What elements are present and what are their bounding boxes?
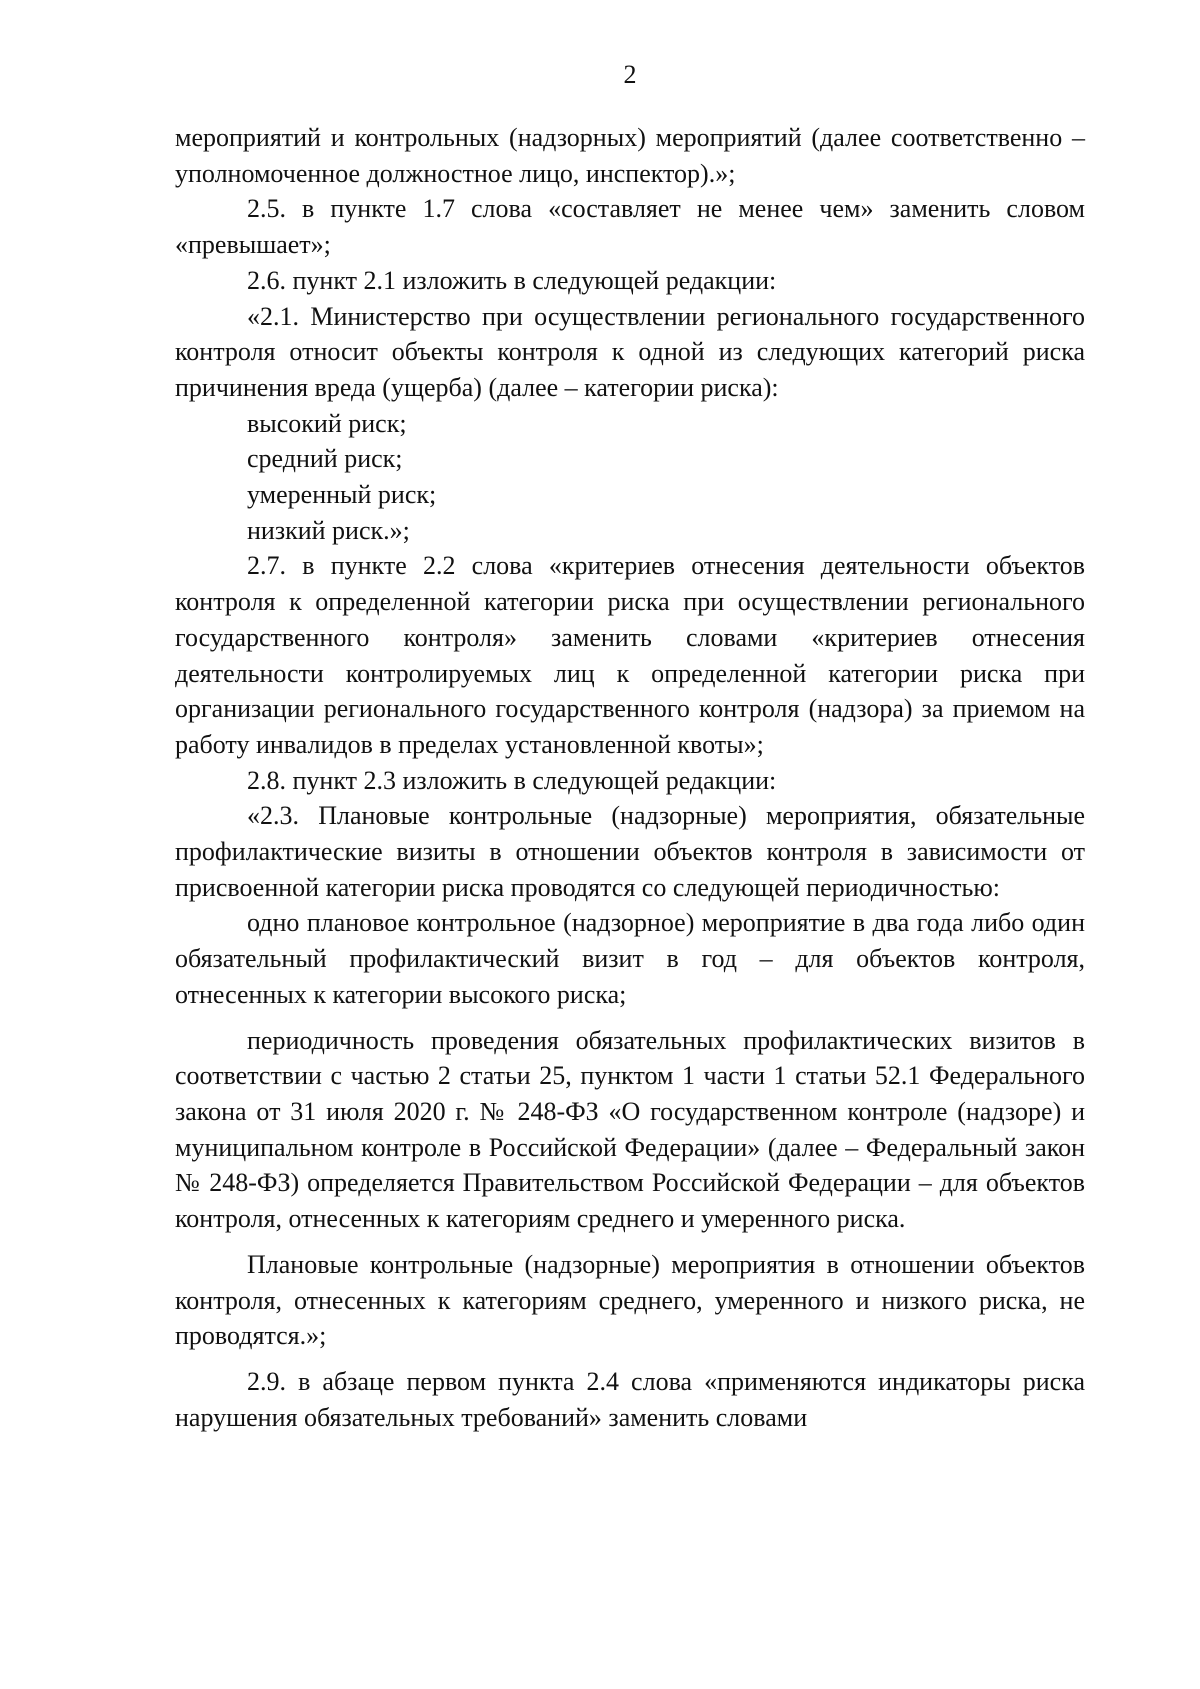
paragraph-2-8: 2.8. пункт 2.3 изложить в следующей редакции:	[247, 765, 777, 795]
paragraph-2-3-quote: «2.3. Плановые контрольные (надзорные) мероприятия, обязательные профилактические визиты в отношении объектов контроля в зависимости от присвоенной категории риска проводятся со следующей периодичностью:	[175, 801, 1085, 902]
page-number: 2	[623, 60, 637, 89]
list-item: низкий риск.»;	[247, 515, 410, 545]
document-body	[175, 120, 1085, 1435]
paragraph-2-9: 2.9. в абзаце первом пункта 2.4 слова «применяются индикаторы риска нарушения обязательных требований» заменить словами	[175, 1366, 1085, 1432]
paragraph-continuation: мероприятий и контрольных (надзорных) мероприятий (далее соответственно – уполномоченное должностное лицо, инспектор).»;	[175, 123, 1085, 188]
list-item: умеренный риск;	[247, 480, 437, 510]
paragraph-planned-measures: Плановые контрольные (надзорные) мероприятия в отношении объектов контроля, отнесенных к категориям среднего, умеренного и низкого риска, не проводятся.»;	[175, 1249, 1085, 1351]
paragraph-2-5: 2.5. в пункте 1.7 слова «составляет не менее чем» заменить словом «превышает»;	[175, 194, 1085, 260]
list-item: средний риск;	[247, 444, 403, 474]
paragraph-2-6: 2.6. пункт 2.1 изложить в следующей редакции:	[247, 265, 777, 295]
paragraph-2-7: 2.7. в пункте 2.2 слова «критериев отнесения деятельности объектов контроля к определенной категории риска при осуществлении регионального государственного контроля» заменить словами «критериев отнесения деятельности контролируемых лиц к определенной категории риска при организации регионального государственного контроля (надзора) за приемом на работу инвалидов в пределах установленной квоты»;	[175, 551, 1085, 759]
paragraph-high-risk: одно плановое контрольное (надзорное) мероприятие в два года либо один обязательный профилактический визит в год – для объектов контроля, отнесенных к категории высокого риска;	[175, 908, 1085, 1009]
paragraph-periodicity: периодичность проведения обязательных профилактических визитов в соответствии с частью 2 статьи 25, пунктом 1 части 1 статьи 52.1 Федерального закона от 31 июля 2020 г. № 248-ФЗ «О государственном контроле (надзоре) и муниципальном контроле в Российской Федерации» (далее – Федеральный закон № 248-ФЗ) определяется Правительством Российской Федерации – для объектов контроля, отнесенных к категориям среднего и умеренного риска.	[175, 1025, 1085, 1234]
paragraph-2-1-quote: «2.1. Министерство при осуществлении регионального государственного контроля относит объекты контроля к одной из следующих категорий риска причинения вреда (ущерба) (далее – категории риска):	[175, 301, 1085, 402]
list-item: высокий риск;	[247, 408, 407, 438]
